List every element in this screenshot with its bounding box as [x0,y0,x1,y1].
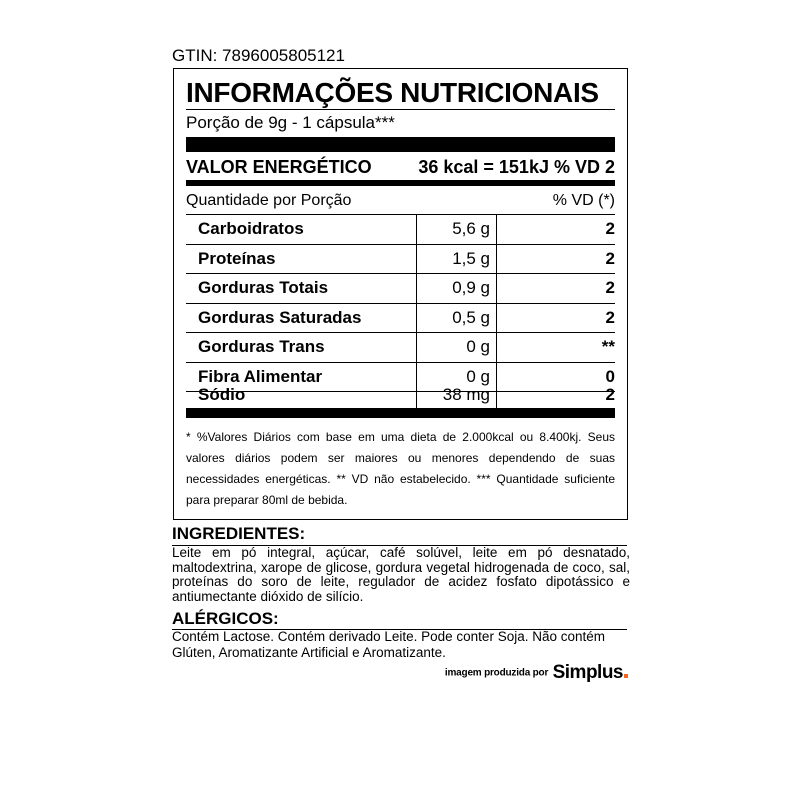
thick-divider [186,137,615,152]
vd-header: % VD (*) [552,192,615,209]
medium-divider [186,180,615,186]
panel-title: INFORMAÇÕES NUTRICIONAIS [186,77,599,108]
ingredients-line: antiumectante dióxido de silício. [172,588,364,604]
nutrient-name: Proteínas [198,248,276,268]
nutrient-name: Carboidratos [198,219,304,238]
column-divider [416,384,417,408]
column-divider [496,333,497,362]
energy-row [186,154,615,180]
brand-dot-icon [624,674,628,678]
column-divider [416,245,417,274]
column-divider [496,304,497,333]
column-divider [496,384,497,408]
footnote-line: * %Valores Diários com base em uma dieta de 2.000kcal ou 8.400kj. Seus [186,430,615,444]
nutrient-row [186,274,615,304]
nutrient-vd: ** [601,337,615,356]
quantity-label: Quantidade por Porção [186,192,352,209]
brand-logo: Simplus [552,662,623,683]
footnote-line: valores diários podem ser maiores ou menores dependendo de suas [186,451,615,465]
column-divider [416,215,417,244]
nutrient-table [186,215,615,392]
nutrient-row [186,304,615,334]
nutrient-row [186,245,615,275]
credit-prefix: imagem produzida por [444,667,549,679]
quantity-header [186,190,615,212]
column-divider [416,274,417,303]
image-credit [445,662,628,684]
ingredients-title: INGREDIENTES: [172,524,306,543]
column-divider [496,215,497,244]
nutrition-facts-panel [173,68,628,520]
ingredients-text [172,546,630,604]
nutrient-vd: 0 [605,366,615,386]
allergens-line: Contém Lactose. Contém derivado Leite. Pode conter Soja. Não contém [172,629,605,644]
nutrient-vd: 2 [605,219,615,238]
title-divider [186,109,615,110]
ingredients-line: Leite em pó integral, açúcar, café solúvel, leite em pó desnatado, [172,545,630,560]
nutrient-row [186,215,615,245]
nutrient-amount: 0,5 g [452,307,490,327]
column-divider [496,274,497,303]
portion-size: Porção de 9g - 1 cápsula*** [186,113,395,132]
thick-divider-bottom [186,408,615,418]
nutrient-amount: 0,9 g [452,278,490,297]
column-divider [416,304,417,333]
footnote-line: necessidades energéticas. ** VD não estabelecido. *** Quantidade suficiente [186,472,615,486]
nutrient-row-sodium [186,384,615,408]
nutrient-amount: 38 mg [442,385,490,404]
allergens-line: Glúten, Aromatizante Artificial e Aromatizante. [172,645,446,660]
column-divider [496,245,497,274]
nutrient-vd: 2 [605,248,615,268]
gtin-code: GTIN: 7896005805121 [172,46,345,65]
nutrient-amount: 1,5 g [452,248,490,268]
nutrient-vd: 2 [605,278,615,297]
nutrient-amount: 0 g [466,366,490,386]
column-divider [416,333,417,362]
nutrient-amount: 0 g [466,337,490,356]
nutrient-name: Gorduras Totais [198,278,329,297]
allergens-title: ALÉRGICOS: [172,609,279,628]
footnote-line: para preparar 80ml de bebida. [186,493,348,507]
nutrient-vd: 2 [605,307,615,327]
nutrient-name: Sódio [198,385,246,404]
energy-label: VALOR ENERGÉTICO [186,157,372,177]
nutrient-vd: 2 [605,385,615,404]
ingredients-line: proteínas do soro de leite, regulador de acidez fosfato dipotássico e [172,574,630,589]
ingredients-line: maltodextrina, xarope de glicose, gordura vegetal hidrogenada de coco, sal, [172,559,630,575]
nutrient-amount: 5,6 g [452,219,490,238]
footnote [186,427,615,511]
energy-value: 36 kcal = 151kJ % VD 2 [418,157,615,177]
nutrient-row [186,333,615,363]
nutrient-name: Fibra Alimentar [198,366,323,386]
nutrient-name: Gorduras Trans [198,337,325,356]
nutrient-name: Gorduras Saturadas [198,307,362,327]
allergens-text [172,629,630,661]
